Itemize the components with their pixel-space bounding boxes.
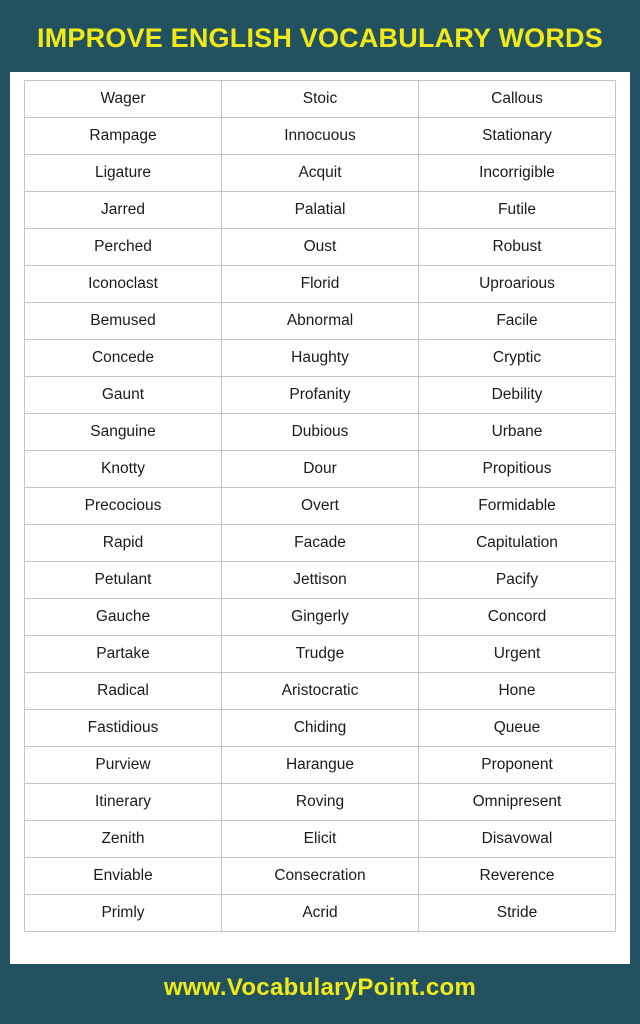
vocabulary-word-cell: Cryptic (419, 339, 616, 376)
table-row (25, 450, 616, 487)
vocabulary-word-cell: Wager (25, 80, 222, 117)
table-row (25, 228, 616, 265)
vocabulary-word-cell: Proponent (419, 746, 616, 783)
vocabulary-word-cell: Zenith (25, 820, 222, 857)
table-row (25, 154, 616, 191)
table-row (25, 339, 616, 376)
vocabulary-word-cell: Rapid (25, 524, 222, 561)
table-row (25, 376, 616, 413)
vocabulary-word-cell: Innocuous (222, 117, 419, 154)
vocabulary-word-cell: Rampage (25, 117, 222, 154)
vocabulary-word-cell: Incorrigible (419, 154, 616, 191)
vocabulary-word-cell: Precocious (25, 487, 222, 524)
vocabulary-word-cell: Palatial (222, 191, 419, 228)
table-row (25, 820, 616, 857)
vocabulary-word-cell: Jarred (25, 191, 222, 228)
vocabulary-word-cell: Stoic (222, 80, 419, 117)
vocabulary-word-cell: Primly (25, 894, 222, 931)
vocabulary-word-cell: Profanity (222, 376, 419, 413)
table-row (25, 635, 616, 672)
vocabulary-word-cell: Bemused (25, 302, 222, 339)
vocabulary-word-cell: Formidable (419, 487, 616, 524)
vocabulary-word-cell: Facile (419, 302, 616, 339)
vocabulary-word-cell: Callous (419, 80, 616, 117)
vocabulary-word-cell: Acquit (222, 154, 419, 191)
vocabulary-word-cell: Elicit (222, 820, 419, 857)
vocabulary-word-cell: Reverence (419, 857, 616, 894)
vocabulary-word-cell: Disavowal (419, 820, 616, 857)
vocabulary-word-cell: Florid (222, 265, 419, 302)
vocabulary-word-cell: Petulant (25, 561, 222, 598)
vocabulary-word-cell: Omnipresent (419, 783, 616, 820)
vocabulary-word-cell: Purview (25, 746, 222, 783)
vocabulary-word-cell: Jettison (222, 561, 419, 598)
vocabulary-word-cell: Urgent (419, 635, 616, 672)
table-row (25, 524, 616, 561)
vocabulary-word-cell: Radical (25, 672, 222, 709)
vocabulary-word-cell: Trudge (222, 635, 419, 672)
vocabulary-word-cell: Uproarious (419, 265, 616, 302)
table-row (25, 487, 616, 524)
table-row (25, 783, 616, 820)
vocabulary-word-cell: Overt (222, 487, 419, 524)
vocabulary-word-cell: Aristocratic (222, 672, 419, 709)
vocabulary-word-cell: Knotty (25, 450, 222, 487)
vocabulary-word-cell: Haughty (222, 339, 419, 376)
vocabulary-word-cell: Consecration (222, 857, 419, 894)
vocabulary-word-cell: Acrid (222, 894, 419, 931)
vocabulary-word-cell: Gauche (25, 598, 222, 635)
vocabulary-table (24, 80, 616, 932)
vocabulary-word-cell: Concede (25, 339, 222, 376)
table-row (25, 265, 616, 302)
table-row (25, 413, 616, 450)
table-row (25, 857, 616, 894)
table-row (25, 709, 616, 746)
table-row (25, 117, 616, 154)
vocabulary-word-cell: Concord (419, 598, 616, 635)
vocabulary-word-cell: Debility (419, 376, 616, 413)
table-row (25, 598, 616, 635)
vocabulary-word-cell: Facade (222, 524, 419, 561)
table-row (25, 80, 616, 117)
vocabulary-word-cell: Chiding (222, 709, 419, 746)
vocabulary-word-cell: Harangue (222, 746, 419, 783)
vocabulary-word-cell: Itinerary (25, 783, 222, 820)
vocabulary-word-cell: Roving (222, 783, 419, 820)
vocabulary-word-cell: Abnormal (222, 302, 419, 339)
vocabulary-word-cell: Dour (222, 450, 419, 487)
table-row (25, 746, 616, 783)
vocabulary-table-body (25, 80, 616, 931)
vocabulary-word-cell: Fastidious (25, 709, 222, 746)
vocabulary-word-cell: Perched (25, 228, 222, 265)
website-url[interactable]: www.VocabularyPoint.com (163, 974, 477, 1001)
table-row (25, 894, 616, 931)
header-banner (10, 10, 630, 72)
table-row (25, 302, 616, 339)
footer-banner (10, 964, 630, 1014)
vocabulary-word-cell: Urbane (419, 413, 616, 450)
vocabulary-word-cell: Robust (419, 228, 616, 265)
vocabulary-word-cell: Iconoclast (25, 265, 222, 302)
vocabulary-word-cell: Gaunt (25, 376, 222, 413)
word-list-section (10, 72, 630, 964)
table-row (25, 672, 616, 709)
vocabulary-word-cell: Partake (25, 635, 222, 672)
vocabulary-word-cell: Capitulation (419, 524, 616, 561)
vocabulary-word-cell: Pacify (419, 561, 616, 598)
vocabulary-word-cell: Enviable (25, 857, 222, 894)
vocabulary-word-cell: Sanguine (25, 413, 222, 450)
table-row (25, 191, 616, 228)
vocabulary-word-cell: Ligature (25, 154, 222, 191)
vocabulary-word-cell: Stride (419, 894, 616, 931)
vocabulary-word-cell: Propitious (419, 450, 616, 487)
vocabulary-word-cell: Dubious (222, 413, 419, 450)
vocabulary-word-cell: Queue (419, 709, 616, 746)
vocabulary-word-cell: Gingerly (222, 598, 419, 635)
page-title: IMPROVE ENGLISH VOCABULARY WORDS (37, 23, 603, 53)
vocabulary-word-cell: Oust (222, 228, 419, 265)
table-row (25, 561, 616, 598)
vocabulary-word-cell: Futile (419, 191, 616, 228)
vocabulary-word-cell: Hone (419, 672, 616, 709)
vocabulary-word-cell: Stationary (419, 117, 616, 154)
